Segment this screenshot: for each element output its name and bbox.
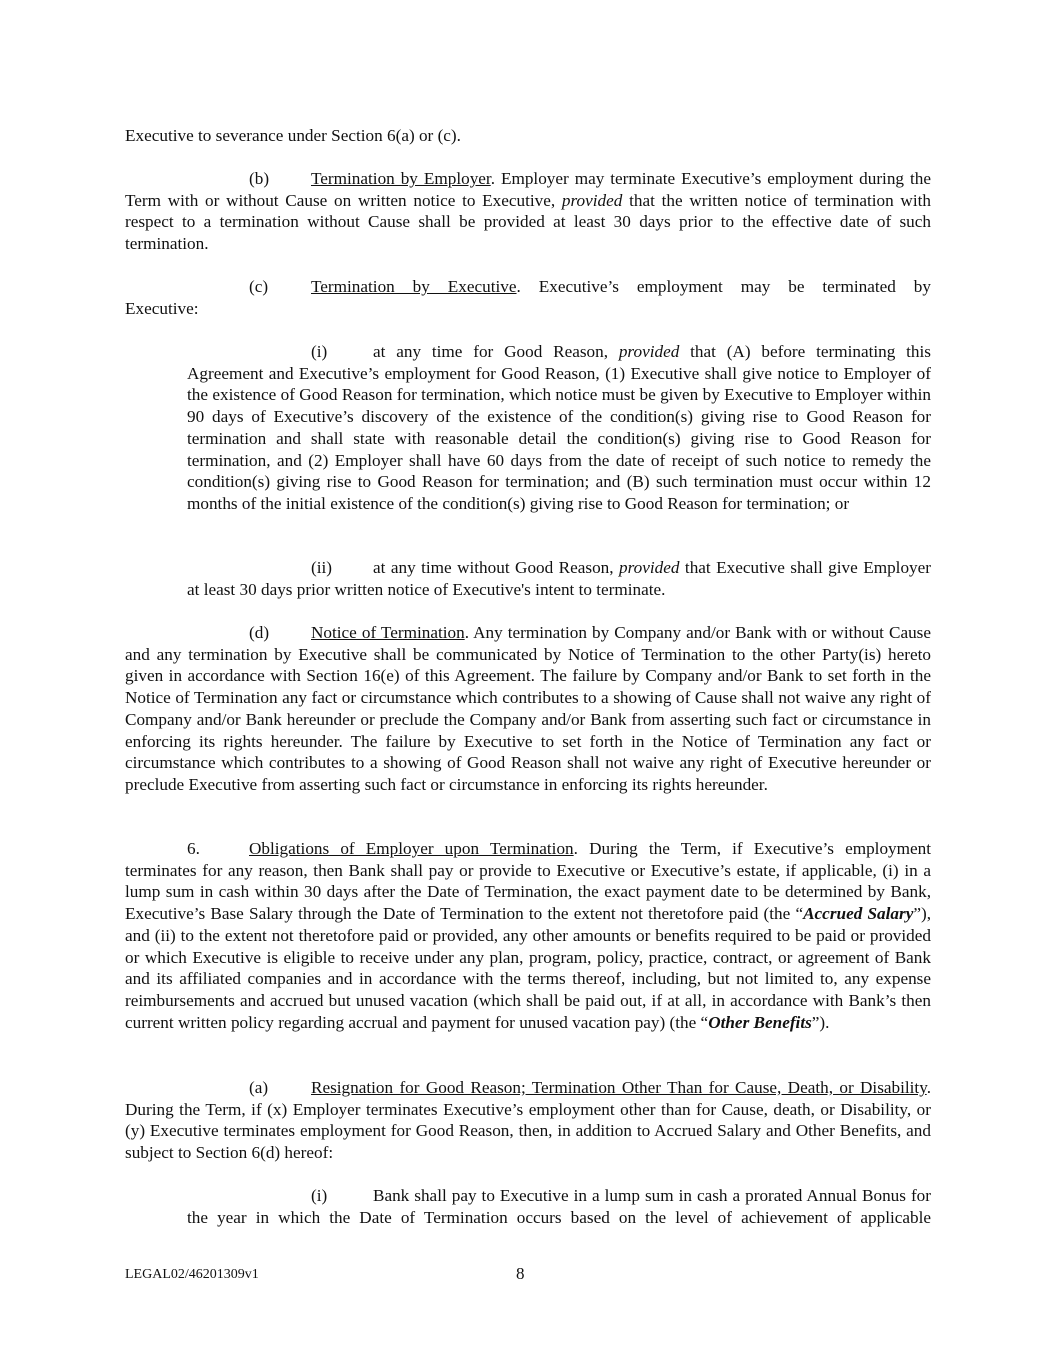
section-label: (c): [249, 277, 269, 296]
section-heading: Notice of Termination: [311, 623, 465, 642]
section-label: (a): [249, 1078, 269, 1097]
section-heading: Resignation for Good Reason; Termination Other Than for Cause, Death, or Disability: [311, 1078, 927, 1097]
section-text: . Executive’s employment may be terminated by: [516, 277, 931, 296]
section-text: at any time without Good Reason,: [373, 558, 620, 577]
section-text: Bank shall pay to Executive in a lump sum in cash a prorated Annual Bonus for the year in which the Date of Termination occurs based on the level of achievement of applicable: [187, 1186, 931, 1227]
section-label: 6.: [187, 839, 200, 858]
section-text: that Executive shall give Employer at least 30 days prior written notice of Executive's intent to terminate.: [187, 558, 931, 599]
section-6a: [125, 1077, 931, 1164]
proviso: provided: [561, 190, 623, 210]
section-6a-i: [187, 1185, 931, 1228]
section-text: at any time for Good Reason,: [373, 342, 619, 361]
section-text: . Any termination by Company and/or Bank with or without Cause and any termination by Executive shall be communicated by Notice of Termination to the other Party(is) hereto given in accordance with Section 16(e) of this Agreement. The failure by Company and/or Bank to set forth in the Notice of Termination any fact or circumstance which contributes to a showing of Cause shall not waive any right of Company and/or Bank hereunder or preclude the Company and/or Bank from asserting such fact or circumstance in enforcing its rights hereunder. The failure by Executive to set forth in the Notice of Termination any fact or circumstance which contributes to a showing of Good Reason shall not waive any right of Executive hereunder or preclude Executive from asserting such fact or circumstance in enforcing its rights hereunder.: [125, 623, 931, 794]
section-label: (i): [311, 342, 328, 361]
section-5b: [125, 168, 931, 255]
section-label: (i): [311, 1186, 328, 1205]
section-label: (ii): [311, 558, 332, 577]
defined-term: Accrued Salary: [803, 904, 914, 924]
section-5c-i: [187, 341, 931, 515]
section-text: that (A) before terminating this Agreement and Executive’s employment for Good Reason, (1) Executive shall give notice to Employer of the existence of Good Reason for termination, which notice must be given by Executive to Employer within 90 days of Executive’s discovery of the existence of the condition(s) giving rise to Good Reason for termination and shall state with reasonable detail the condition(s) giving rise to Good Reason for termination, and (2) Employer shall have 60 days from the date of receipt of such notice to remedy the condition(s) giving rise to Good Reason for termination; and (B) such termination must occur within 12 months of the initial existence of the condition(s) giving rise to Good Reason for termination; or: [187, 342, 931, 513]
section-text: . During the Term, if (x) Employer terminates Executive’s employment other than for Cause, death, or Disability, or (y) Executive terminates employment for Good Reason, then, in addition to Accrued Salary and Other Benefits, and subject to Section 6(d) hereof:: [125, 1078, 931, 1163]
section-text: that the written notice of termination with respect to a termination without Cause shall be provided at least 30 days prior to the effective date of such termination.: [125, 190, 931, 254]
proviso: provided: [619, 558, 680, 577]
section-6: [125, 838, 931, 1033]
section-text: . Employer may terminate Executive’s employment during the Term with or without Cause on written notice to Executive,: [125, 169, 931, 210]
section-label: (d): [249, 623, 270, 642]
page-number: 8: [516, 1264, 525, 1283]
section-5c-cont: Executive:: [125, 299, 199, 318]
section-text: . During the Term, if Executive’s employment terminates for any reason, then Bank shall pay or provide to Executive or Executive’s estate, if applicable, (i) in a lump sum in cash within 30 days after the Date of Termination, the exact payment date to be determined by Bank, Executive’s Base Salary through the Date of Termination to the extent not theretofore paid (the “: [125, 839, 932, 924]
defined-term: Other Benefits: [708, 1012, 812, 1032]
section-5c: [125, 276, 931, 298]
section-label: (b): [249, 169, 270, 188]
section-heading: Termination by Executive: [311, 277, 517, 296]
section-5d: [125, 622, 931, 796]
document-id: LEGAL02/46201309v1: [125, 1267, 259, 1282]
proviso: provided: [618, 342, 680, 361]
section-5c-ii: [187, 557, 931, 600]
section-heading: Termination by Employer: [311, 169, 491, 188]
section-text: ”).: [811, 1012, 830, 1032]
carryover-line: Executive to severance under Section 6(a) or (c).: [125, 126, 461, 145]
section-heading: Obligations of Employer upon Termination: [249, 839, 574, 858]
section-text: ”), and (ii) to the extent not theretofore paid or provided, any other amounts or benefits required to be paid or provided or which Executive is eligible to receive under any plan, program, policy, practice, contract, or agreement of Bank and its affiliated companies and in accordance with the terms thereof, including, but not limited to, any expense reimbursements and accrued but unused vacation (which shall be paid out, if at all, in accordance with Bank’s then current written policy regarding accrual and payment for unused vacation pay) (the “: [125, 904, 931, 1032]
